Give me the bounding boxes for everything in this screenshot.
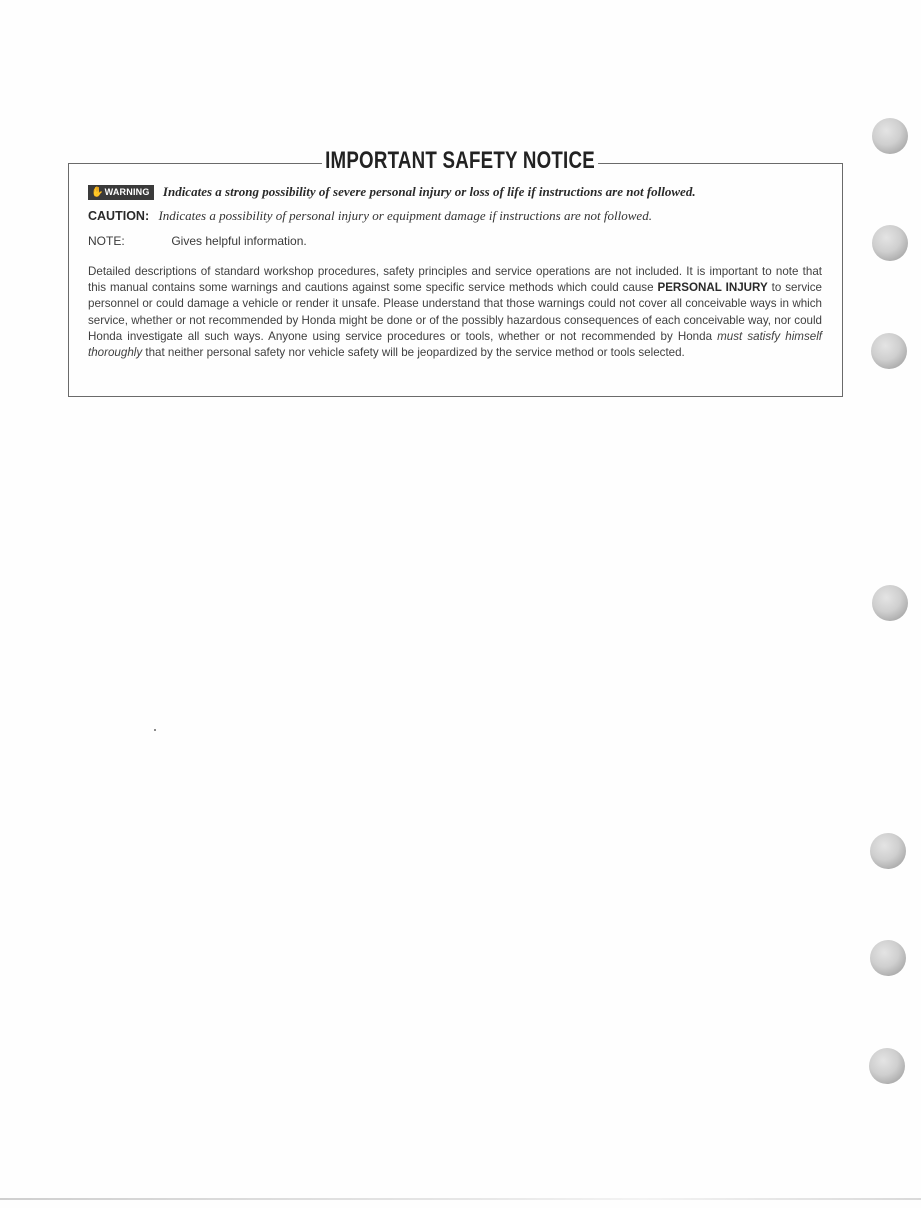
notice-paragraph <box>88 264 822 361</box>
binder-hole <box>872 225 908 261</box>
paragraph-emphasis: PERSONAL INJURY <box>657 281 768 295</box>
warning-badge-label: WARNING <box>104 187 150 197</box>
caution-label: CAUTION: <box>88 209 150 223</box>
caution-text: Indicates a possibility of personal injury or equipment damage if instructions are not followed. <box>158 208 652 223</box>
warning-row <box>88 184 696 200</box>
paragraph-italic: must satisfy himself thoroughly <box>88 329 823 360</box>
note-label: NOTE: <box>88 234 125 248</box>
hand-icon: ✋ <box>91 187 104 198</box>
warning-text: Indicates a strong possibility of severe personal injury or loss of life if instructions are not followed. <box>162 184 696 199</box>
notice-title: IMPORTANT SAFETY NOTICE <box>322 147 598 175</box>
notice-title-wrap <box>0 147 921 175</box>
binder-hole <box>869 1048 905 1084</box>
warning-badge <box>88 185 154 200</box>
binder-hole <box>870 940 906 976</box>
page-bottom-edge <box>0 1198 921 1200</box>
scan-speck <box>154 729 156 731</box>
paragraph-text-3: that neither personal safety nor vehicle safety will be jeopardized by the service method or tools selected. <box>142 346 685 360</box>
note-row <box>88 234 307 248</box>
note-text: Gives helpful information. <box>171 234 307 248</box>
caution-row <box>88 208 652 224</box>
binder-hole <box>872 585 908 621</box>
binder-hole <box>872 118 908 154</box>
paragraph-text-2: to service personnel or could damage a vehicle or render it unsafe. Please understand that those warnings could not cover all conceivable ways in which service, whether or not recommended by Honda might be done or of the possibly hazardous consequences of each conceivable way, nor could Honda investigate all such ways. Anyone using service procedures or tools, whether or not recommended by Honda <box>88 281 822 343</box>
binder-hole <box>870 833 906 869</box>
paragraph-text-1: Detailed descriptions of standard workshop procedures, safety principles and service operations are not included. It is important to note that this manual contains some warnings and cautions against some specific service methods which could cause <box>88 265 822 295</box>
binder-hole <box>871 333 907 369</box>
